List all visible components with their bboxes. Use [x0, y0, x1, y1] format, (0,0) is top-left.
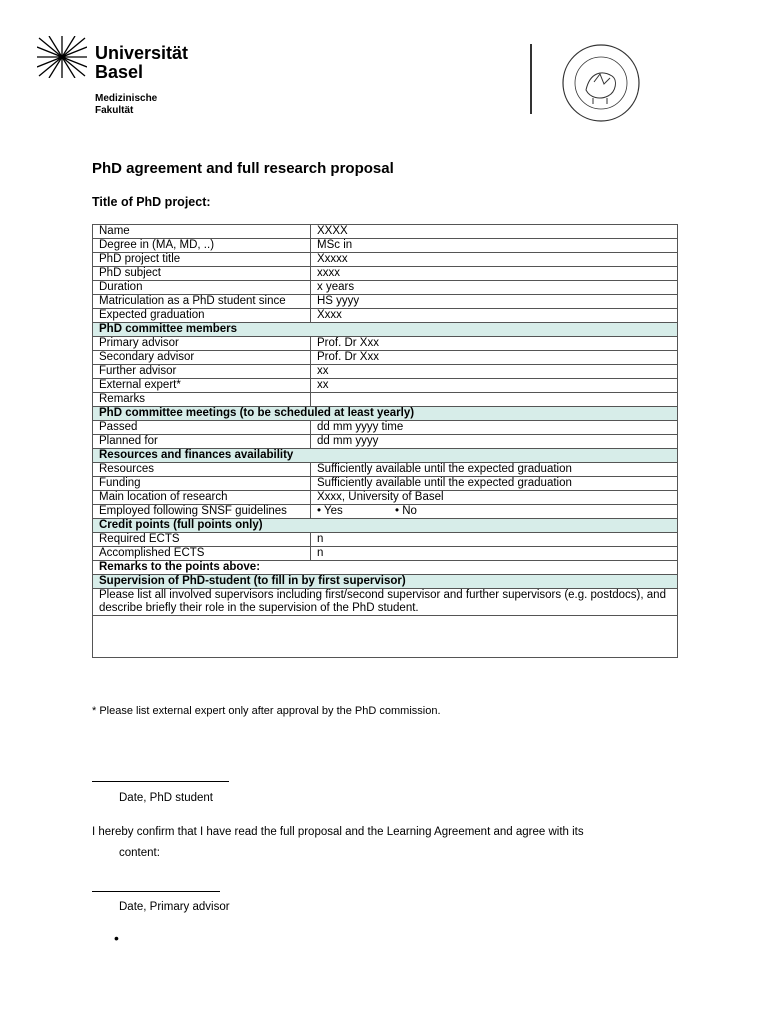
section-title: Resources and finances availability: [93, 449, 678, 463]
row-value: n: [311, 547, 678, 561]
project-title-label: Title of PhD project:: [92, 195, 211, 209]
table-row: [93, 463, 678, 477]
table-row: [93, 351, 678, 365]
row-label: Resources: [93, 463, 311, 477]
table-row: [93, 561, 678, 575]
row-label: Remarks: [93, 393, 311, 407]
table-row: [93, 393, 678, 407]
supervision-input-area[interactable]: [93, 616, 678, 658]
row-value: XXXX: [311, 225, 678, 239]
section-title: PhD committee meetings (to be scheduled at least yearly): [93, 407, 678, 421]
section-header-resources: [93, 449, 678, 463]
table-row: [93, 435, 678, 449]
row-value: Prof. Dr Xxx: [311, 337, 678, 351]
row-value: Xxxx, University of Basel: [311, 491, 678, 505]
section-title: PhD committee members: [93, 323, 678, 337]
faculty-name-line1: Medizinische: [95, 93, 158, 104]
row-label: Duration: [93, 281, 311, 295]
row-value: Xxxx: [311, 309, 678, 323]
row-value: dd mm yyyy: [311, 435, 678, 449]
row-label: Degree in (MA, MD, ..): [93, 239, 311, 253]
remarks-points-label: Remarks to the points above:: [93, 561, 678, 575]
faculty-name: [95, 93, 157, 117]
table-row: [93, 309, 678, 323]
option-no[interactable]: • No: [395, 505, 417, 517]
confirmation-text: I hereby confirm that I have read the full proposal and the Learning Agreement and agree with its: [92, 826, 584, 838]
table-row: [93, 491, 678, 505]
section-header-committee: [93, 323, 678, 337]
table-row: [93, 533, 678, 547]
row-value: xxxx: [311, 267, 678, 281]
section-title: Supervision of PhD-student (to fill in by first supervisor): [93, 575, 678, 589]
row-value: xx: [311, 365, 678, 379]
row-label: Further advisor: [93, 365, 311, 379]
header-divider: [530, 44, 532, 114]
option-yes[interactable]: • Yes: [317, 505, 343, 517]
table-row: [93, 281, 678, 295]
table-row: [93, 477, 678, 491]
faculty-name-line2: Fakultät: [95, 105, 134, 116]
row-value: Sufficiently available until the expected graduation: [311, 463, 678, 477]
row-label: Name: [93, 225, 311, 239]
row-label: Accomplished ECTS: [93, 547, 311, 561]
table-row: [93, 337, 678, 351]
confirmation-text-continued: content:: [119, 847, 160, 859]
row-label: Employed following SNSF guidelines: [93, 505, 311, 519]
document-title: PhD agreement and full research proposal: [92, 160, 394, 177]
university-name-line2: Basel: [95, 62, 144, 82]
row-value: HS yyyy: [311, 295, 678, 309]
table-row: [93, 253, 678, 267]
university-name: [95, 44, 188, 82]
row-label: Main location of research: [93, 491, 311, 505]
table-row: [93, 505, 678, 519]
table-row: [93, 547, 678, 561]
row-label: PhD project title: [93, 253, 311, 267]
university-logo-icon: [37, 36, 87, 78]
table-row: [93, 295, 678, 309]
section-header-meetings: [93, 407, 678, 421]
row-value: [311, 505, 678, 519]
row-value: Xxxxx: [311, 253, 678, 267]
section-header-supervision: [93, 575, 678, 589]
table-row: [93, 421, 678, 435]
advisor-signature-line: [92, 891, 220, 892]
row-label: External expert*: [93, 379, 311, 393]
section-title: Credit points (full points only): [93, 519, 678, 533]
section-header-credits: [93, 519, 678, 533]
row-label: Funding: [93, 477, 311, 491]
row-label: Matriculation as a PhD student since: [93, 295, 311, 309]
faculty-seal-icon: [560, 42, 642, 124]
row-value: xx: [311, 379, 678, 393]
row-label: Primary advisor: [93, 337, 311, 351]
row-label: Planned for: [93, 435, 311, 449]
agreement-table: [92, 224, 678, 658]
row-value: dd mm yyyy time: [311, 421, 678, 435]
table-row: [93, 616, 678, 658]
row-value: MSc in: [311, 239, 678, 253]
advisor-signature-label: Date, Primary advisor: [119, 901, 230, 913]
table-row: [93, 267, 678, 281]
table-row: [93, 225, 678, 239]
table-row: [93, 589, 678, 616]
row-value: Prof. Dr Xxx: [311, 351, 678, 365]
row-label: Passed: [93, 421, 311, 435]
row-label: Expected graduation: [93, 309, 311, 323]
footnote: * Please list external expert only after approval by the PhD commission.: [92, 705, 441, 717]
row-value: x years: [311, 281, 678, 295]
table-row: [93, 239, 678, 253]
row-label: Secondary advisor: [93, 351, 311, 365]
student-signature-line: [92, 781, 229, 782]
table-row: [93, 379, 678, 393]
university-name-line1: Universität: [95, 43, 189, 63]
row-label: Required ECTS: [93, 533, 311, 547]
student-signature-label: Date, PhD student: [119, 792, 213, 804]
row-value: [311, 393, 678, 407]
table-row: [93, 365, 678, 379]
row-value: n: [311, 533, 678, 547]
supervision-instructions: Please list all involved supervisors including first/second supervisor and further supervisors (e.g. postdocs), and describe briefly their role in the supervision of the PhD student.: [93, 589, 678, 616]
row-label: PhD subject: [93, 267, 311, 281]
bullet-point: •: [114, 930, 119, 946]
row-value: Sufficiently available until the expected graduation: [311, 477, 678, 491]
